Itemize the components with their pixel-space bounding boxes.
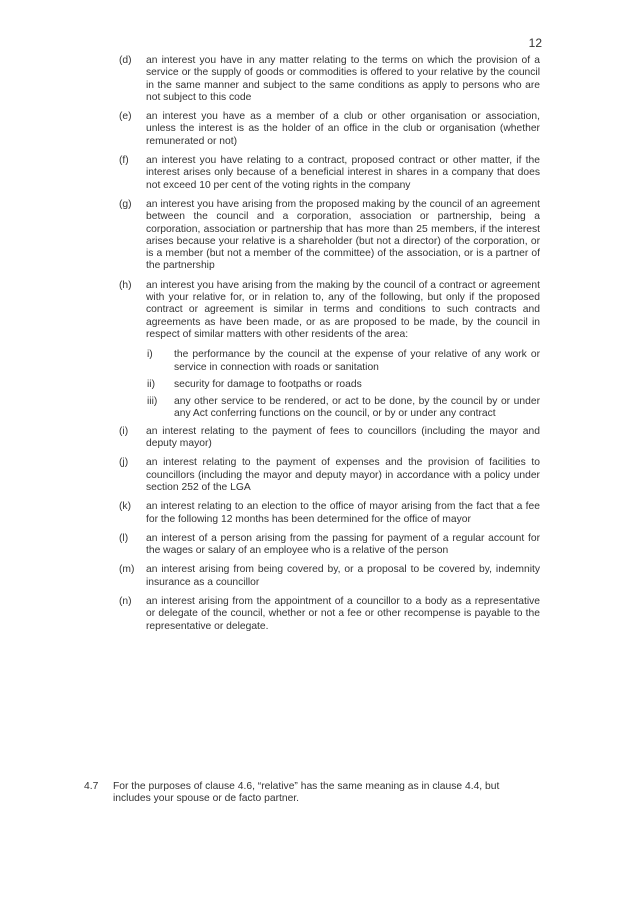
list-item [0, 426, 638, 451]
item-label: (n) [119, 595, 132, 607]
list-item [0, 280, 638, 341]
sub-item-text: security for damage to footpaths or roads [174, 378, 362, 390]
item-label: (g) [119, 198, 132, 210]
item-label: (m) [119, 564, 135, 576]
item-text: an interest you have as a member of a club or other organisation or association, unless the interest is as the holder of an office in the club or organisation (whether remunerated or not) [146, 111, 540, 147]
item-label: (d) [119, 55, 132, 66]
item-text: an interest you have arising from the making by the council of a contract or agreement with your relative for, or in relation to, any of the following, but only if the proposed contract or agreement is similar in terms and conditions to such contracts and agreements as have been made, or as are proposed to be made, by the council in respect of similar matters with other residents of the area: [146, 279, 540, 340]
item-text: an interest you have relating to a contract, proposed contract or other matter, if the interest arises only because of a beneficial interest in shares in a company that does not exceed 10 per cent of the voting rights in the company [146, 155, 540, 191]
list-item [0, 155, 638, 192]
sub-item-text: any other service to be rendered, or act to be done, by the council by or under any Act conferring functions on the council, or by or under any contract [174, 396, 540, 420]
list-item [0, 199, 638, 273]
list-item [0, 55, 638, 104]
list-item [0, 111, 638, 148]
list-item [0, 501, 638, 526]
sub-item [0, 349, 638, 374]
list-item [0, 596, 638, 633]
item-text: an interest arising from the appointment of a councillor to a body as a representative or delegate of the council, whether or not a fee or other recompense is payable to the representative or delegate. [146, 595, 540, 632]
sub-item-label: iii) [147, 396, 158, 408]
sub-item [0, 396, 638, 421]
item-text: an interest relating to the payment of fees to councillors (including the mayor and deputy mayor) [146, 425, 540, 450]
sub-item-text: the performance by the council at the expense of your relative of any work or service in connection with roads or sanitation [174, 349, 540, 373]
item-text: an interest relating to an election to the office of mayor arising from the fact that a fee for the following 12 months has been determined for the office of mayor [146, 501, 540, 525]
item-label: (h) [119, 279, 132, 291]
item-text: an interest of a person arising from the passing for payment of a regular account for the wages or salary of an employee who is a relative of the person [146, 532, 540, 557]
clause-list [0, 55, 638, 640]
sub-item-label: ii) [147, 378, 156, 390]
item-text: an interest you have in any matter relating to the terms on which the provision of a service or the supply of goods or commodities is offered to your relative by the council in the same manner and subject to the same conditions as apply to persons who are not subject to this code [146, 55, 540, 103]
item-label: (j) [119, 457, 129, 469]
list-item [0, 457, 638, 494]
item-text: an interest relating to the payment of expenses and the provision of facilities to councillors (including the mayor and deputy mayor) in accordance with a policy under section 252 of the LGA [146, 457, 540, 493]
item-label: (e) [119, 111, 132, 123]
page-number: 12 [528, 36, 542, 50]
clause-4-7 [0, 781, 638, 806]
item-text: an interest you have arising from the proposed making by the council of an agreement between the council and a corporation, association or partnership, being a corporation, association or partnership that has more than 25 members, if the interest arises because your relative is a shareholder (but not a director) of the corporation, or is a member (but not a member of the committee) of the association, or is a partner of the partnership [146, 198, 540, 272]
list-item [0, 533, 638, 558]
item-label: (k) [119, 501, 132, 513]
item-label: (i) [119, 425, 129, 437]
sub-item [0, 379, 638, 391]
item-label: (l) [119, 532, 129, 544]
clause-text: For the purposes of clause 4.6, “relative” has the same meaning as in clause 4.4, but includes your spouse or de facto partner. [113, 781, 500, 805]
sub-item-label: i) [147, 349, 153, 361]
list-item [0, 564, 638, 589]
item-text: an interest arising from being covered by, or a proposal to be covered by, indemnity insurance as a councillor [146, 564, 540, 588]
item-label: (f) [119, 155, 129, 167]
clause-number: 4.7 [84, 781, 99, 792]
sub-list [0, 349, 638, 420]
